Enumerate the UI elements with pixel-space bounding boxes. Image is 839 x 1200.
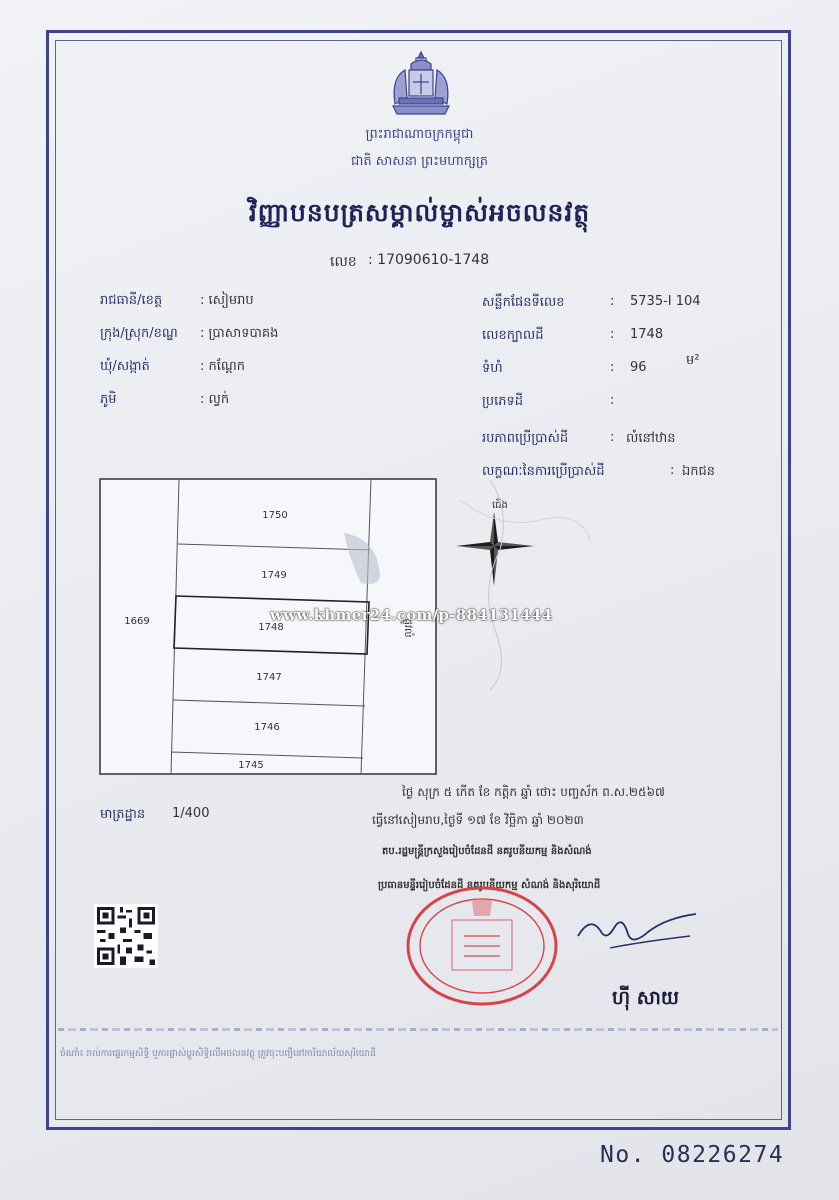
parcel-1747-label: 1747 — [256, 672, 282, 683]
parcel-1746-label: 1746 — [254, 722, 280, 733]
scale-value: 1/400 — [172, 806, 210, 821]
official-seal-stamp — [402, 880, 568, 1010]
land-use-value: : — [610, 430, 615, 445]
area-colon: : — [610, 360, 615, 375]
footnote-text: ចំណាំ៖ រាល់ការផ្ទេរកម្មសិទ្ធិ ឬការផ្លាស់ប្ដូរសិទ្ធិលើអចលនវត្ថុ ត្រូវចុះបញ្ជីនៅការិយាល័យសុរិយោដី — [60, 1049, 376, 1059]
province-value: : សៀមរាប — [200, 293, 254, 308]
usage-nature-value: ឯកជន — [682, 464, 716, 479]
north-label: ជើង — [492, 500, 508, 511]
village-label: ភូមិ — [100, 392, 117, 407]
parcel-number-label: លេខក្បាលដី — [482, 328, 544, 343]
parcel-number-value: 1748 — [630, 327, 664, 342]
province-label: រាជធានី/ខេត្ត — [100, 293, 163, 308]
signatory-line-2: ប្រធានមន្ទីររៀបចំដែនដី នគរូបនីយកម្ម សំណង់ និងសុរិយោដី — [378, 880, 601, 891]
district-value: : ប្រាសាទបាគង — [200, 326, 279, 341]
usage-nature-colon: : — [670, 463, 675, 478]
land-type-label: ប្រភេទដី — [482, 394, 524, 409]
land-type-colon: : — [610, 393, 615, 408]
serial-number: No. 08226274 — [600, 1142, 785, 1168]
footer-divider — [58, 1028, 778, 1031]
solar-date: ធ្វើនៅសៀមរាប,ថ្ងៃទី ១៧ ខែ វិច្ឆិកា ឆ្នាំ ២០២៣ — [372, 813, 584, 827]
commune-value: : កណ្ដែក — [200, 359, 246, 374]
watermark-url: www.khmer24.com/p-884131444 — [270, 606, 553, 624]
scale-label: មាត្រដ្ឋាន — [100, 807, 146, 822]
commune-label: ឃុំ/សង្កាត់ — [100, 359, 150, 374]
parcel-plan — [99, 478, 437, 775]
parcel-1745-label: 1745 — [238, 760, 264, 771]
land-use-label: របភាពប្រើប្រាស់ដី — [482, 431, 569, 446]
royal-emblem-icon — [385, 48, 457, 118]
background-map-trace — [440, 470, 600, 690]
certificate-title: វិញ្ញាបនបត្រសម្គាល់ម្ចាស់អចលនវត្ថុ — [248, 198, 591, 227]
area-label: ទំហំ — [482, 361, 503, 376]
neighbor-1669-label: 1669 — [124, 616, 150, 627]
parcel-number-colon: : — [610, 327, 615, 342]
certificate-number: : 17090610-1748 — [368, 252, 490, 268]
district-label: ក្រុង/ស្រុក/ខណ្ឌ — [100, 326, 178, 341]
parcel-1750-label: 1750 — [262, 510, 288, 521]
map-sheet-label: សន្លឹកផែនទីលេខ — [482, 295, 565, 310]
signatory-name: ហ៊ី សាយ — [612, 987, 679, 1009]
map-sheet-colon: : — [610, 294, 615, 309]
certificate-number-label: លេខ — [330, 254, 357, 270]
kingdom-heading: ព្រះរាជាណាចក្រកម្ពុជា — [365, 127, 474, 142]
handwritten-signature — [570, 896, 700, 966]
signatory-line-1: តប.រដ្ឋមន្ត្រីក្រសួងរៀបចំដែនដី នគរូបនីយកម្ម និងសំណង់ — [382, 846, 592, 857]
village-value: : ល្វក់ — [200, 392, 230, 407]
lunar-date: ថ្ងៃ សុក្រ ៥ កើត ខែ កត្តិក ឆ្នាំ ថោះ បញ្ចស័ក ព.ស.២៥៦៧ — [402, 785, 665, 799]
motto-heading: ជាតិ សាសនា ព្រះមហាក្សត្រ — [351, 154, 488, 169]
area-value: 96 — [630, 360, 647, 375]
land-use-text: លំនៅឋាន — [626, 431, 676, 446]
qr-code-icon — [93, 904, 159, 968]
area-unit: ម² — [686, 353, 700, 368]
parcel-1749-label: 1749 — [261, 570, 287, 581]
road-label: ផ្លូវលំ — [402, 618, 413, 638]
map-sheet-value: 5735-I 104 — [630, 294, 701, 309]
usage-nature-label: លក្ខណៈនៃការប្រើប្រាស់ដី — [482, 464, 605, 479]
parcel-1748-label: 1748 — [258, 622, 284, 633]
